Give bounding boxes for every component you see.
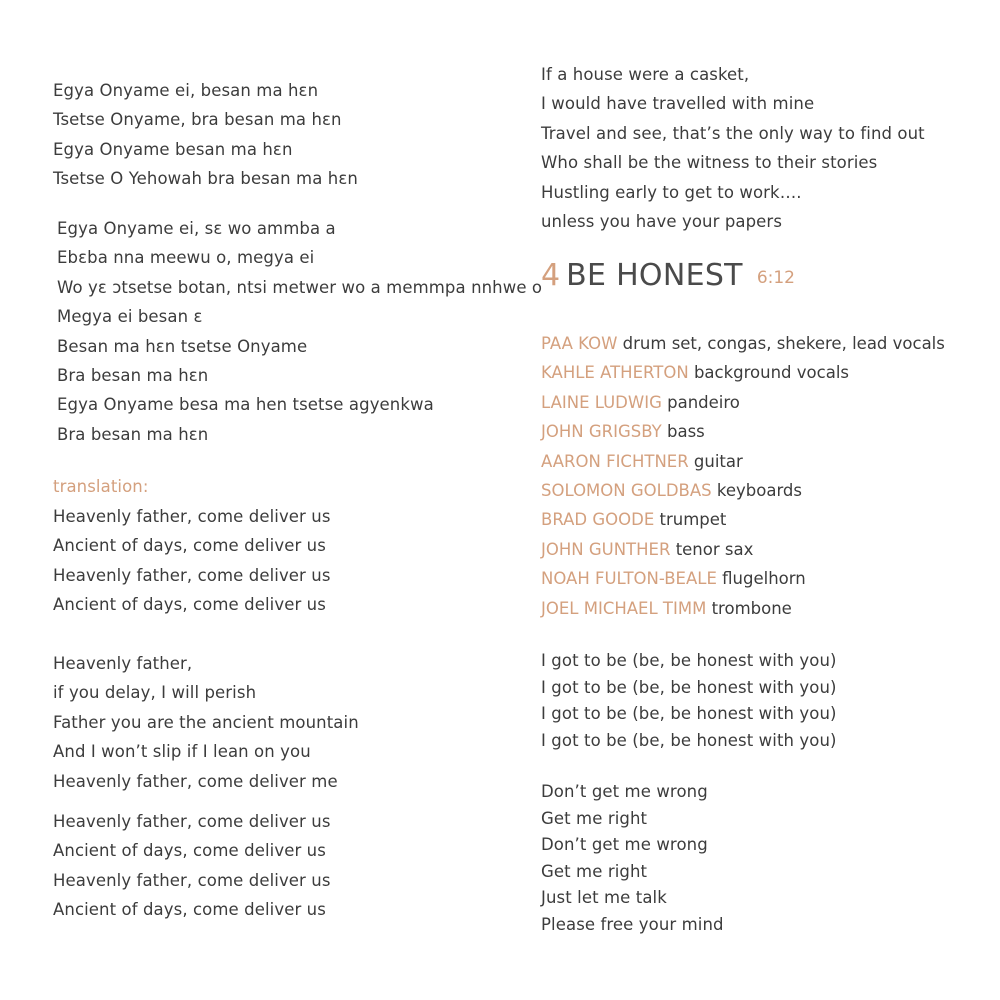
right-verse-bottom — [541, 779, 724, 938]
lyric-line: Please free your mind — [541, 914, 724, 934]
musician-name: KAHLE ATHERTON — [541, 363, 689, 383]
instrument: guitar — [693, 451, 743, 471]
lyric-line: Egya Onyame ei, sɛ wo ammba a — [57, 219, 336, 238]
musician-name: AARON FICHTNER — [541, 451, 689, 471]
lyric-line: Heavenly father, come deliver us — [53, 812, 331, 831]
lyric-line: Bra besan ma hɛn — [57, 424, 209, 444]
credit-row — [541, 535, 945, 564]
instrument: background vocals — [693, 363, 849, 383]
lyric-line: Ebɛba nna meewu o, megya ei — [57, 248, 315, 268]
lyric-line: Heavenly father, come deliver me — [53, 771, 338, 791]
instrument: tenor sax — [675, 539, 754, 559]
lyric-line: Father you are the ancient mountain — [53, 712, 359, 732]
lyric-line: And I won’t slip if I lean on you — [53, 742, 311, 762]
lyric-line: I got to be (be, be honest with you) — [541, 651, 837, 670]
lyric-line: if you delay, I will perish — [53, 683, 257, 703]
lyric-line: Ancient of days, come deliver us — [53, 595, 326, 615]
translation-heading: translation: — [53, 477, 149, 496]
song-duration: 6:12 — [756, 268, 795, 288]
instrument: bass — [666, 422, 705, 442]
credit-row — [541, 564, 945, 593]
musician-name: PAA KOW — [541, 334, 618, 353]
instrument: flugelhorn — [722, 569, 806, 589]
musician-name: JOEL MICHAEL TIMM — [541, 598, 707, 618]
credit-row — [541, 358, 945, 387]
lyric-line: Get me right — [541, 861, 648, 881]
lyric-line: Bra besan ma hɛn — [57, 366, 209, 386]
musician-name: JOHN GRIGSBY — [541, 422, 662, 442]
lyric-line: Get me right — [541, 808, 648, 828]
lyric-line: If a house were a casket, — [541, 65, 750, 84]
translation-label — [53, 476, 148, 498]
lyric-line: Travel and see, that’s the only way to find out — [541, 123, 925, 143]
lyric-line: Who shall be the witness to their stories — [541, 153, 878, 173]
credit-row — [541, 447, 945, 476]
musician-name: NOAH FULTON-BEALE — [541, 569, 717, 589]
lyric-line: Tsetse O Yehowah bra besan ma hɛn — [53, 169, 358, 189]
lyric-line: Egya Onyame besan ma hɛn — [53, 139, 293, 159]
credit-row — [541, 388, 945, 417]
lyric-line: Don’t get me wrong — [541, 782, 708, 801]
lyric-line: Tsetse Onyame, bra besan ma hɛn — [53, 110, 342, 130]
lyric-line: Heavenly father, — [53, 654, 193, 673]
translation-verse-1 — [53, 502, 331, 620]
lyric-line: Ancient of days, come deliver us — [53, 536, 326, 556]
credit-row — [541, 329, 945, 358]
chorus — [541, 648, 837, 754]
credit-row — [541, 594, 945, 623]
right-verse-top — [541, 60, 925, 236]
translation-verse-2 — [53, 649, 359, 796]
musician-name: SOLOMON GOLDBAS — [541, 481, 712, 501]
track-number: 4 — [541, 258, 561, 293]
lyric-line: Besan ma hɛn tsetse Onyame — [57, 336, 308, 356]
lyric-line: Megya ei besan ɛ — [57, 307, 203, 327]
lyric-line: Just let me talk — [541, 888, 667, 907]
lyric-line: Hustling early to get to work…. — [541, 182, 802, 202]
left-verse-2 — [57, 214, 542, 449]
lyric-line: unless you have your papers — [541, 212, 783, 232]
lyric-line: Egya Onyame ei, besan ma hɛn — [53, 81, 319, 100]
instrument: trumpet — [659, 510, 727, 530]
credit-row — [541, 505, 945, 534]
lyric-line: I got to be (be, be honest with you) — [541, 704, 837, 723]
lyric-line: Heavenly father, come deliver us — [53, 870, 331, 890]
lyric-line: I got to be (be, be honest with you) — [541, 730, 837, 750]
lyric-line: Ancient of days, come deliver us — [53, 900, 326, 920]
lyric-line: Ancient of days, come deliver us — [53, 841, 326, 861]
credit-row — [541, 417, 945, 446]
lyric-line: Don’t get me wrong — [541, 835, 708, 854]
lyric-line: Wo yɛ ɔtsetse botan, ntsi metwer wo a memmpa nnhwe o — [57, 277, 543, 297]
left-verse-1 — [53, 76, 358, 194]
lyric-line: Egya Onyame besa ma hen tsetse agyenkwa — [57, 395, 434, 415]
translation-verse-3 — [53, 807, 331, 925]
lyric-line: Heavenly father, come deliver us — [53, 565, 331, 585]
lyric-line: I would have travelled with mine — [541, 94, 815, 114]
musician-name: BRAD GOODE — [541, 510, 655, 530]
lyric-line: Heavenly father, come deliver us — [53, 507, 331, 526]
instrument: trombone — [711, 598, 792, 618]
song-heading — [541, 258, 795, 302]
song-title: BE HONEST — [566, 258, 743, 293]
instrument: pandeiro — [667, 392, 740, 412]
lyric-line: I got to be (be, be honest with you) — [541, 677, 837, 697]
instrument: drum set, congas, shekere, lead vocals — [622, 334, 945, 353]
credit-row — [541, 476, 945, 505]
musician-name: LAINE LUDWIG — [541, 392, 662, 412]
credits-list — [541, 329, 945, 623]
instrument: keyboards — [716, 481, 803, 501]
musician-name: JOHN GUNTHER — [541, 539, 671, 559]
